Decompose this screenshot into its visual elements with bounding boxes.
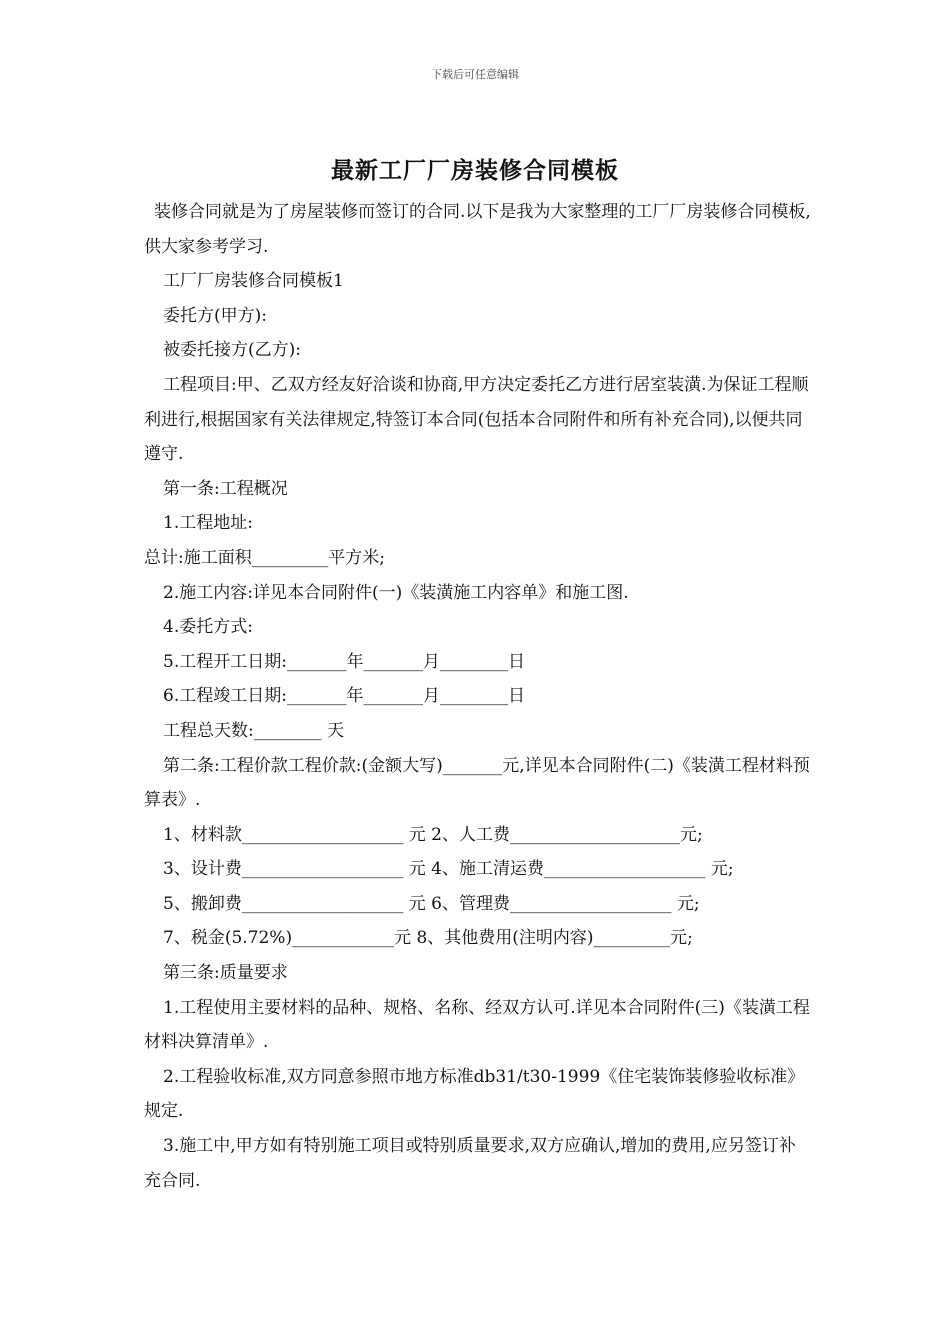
quality-item: 2.工程验收标准,双方同意参照市地方标准db31/t30-1999《住宅装饰装修验收标准》规定. (144, 1066, 805, 1122)
project-paragraph: 工程项目:甲、乙双方经友好洽谈和协商,甲方决定委托乙方进行居室装潢.为保证工程顺利进行,根据国家有关法律规定,特签订本合同(包括本合同附件和所有补充合同),以便共同遵守. (144, 374, 809, 465)
article-3-heading: 第三条:质量要求 (163, 963, 288, 984)
completion-date: 6.工程竣工日期:_______年_______月________日 (163, 686, 525, 707)
page-header: 下载后可任意编辑 (431, 68, 519, 81)
quality-item: 3.施工中,甲方如有特别施工项目或特别质量要求,双方应确认,增加的费用,应另签订补充合同. (144, 1136, 796, 1191)
document-body (144, 195, 812, 1198)
construction-content: 2.施工内容:详见本合同附件(一)《装潢施工内容单》和施工图. (163, 582, 629, 603)
article-1-heading: 第一条:工程概况 (163, 478, 288, 499)
intro-paragraph: 装修合同就是为了房屋装修而签订的合同.以下是我为大家整理的工厂厂房装修合同模板,供大家参考学习. (144, 202, 811, 257)
total-days: 工程总天数:________ 天 (163, 720, 345, 741)
commission-method: 4.委托方式: (163, 617, 253, 638)
party-b-line: 被委托接方(乙方): (163, 340, 301, 361)
quality-item: 1.工程使用主要材料的品种、规格、名称、经双方认可.详见本合同附件(三)《装潢工程材料决算清单》. (144, 997, 810, 1053)
start-date: 5.工程开工日期:_______年_______月________日 (163, 651, 525, 672)
fee-line: 1、材料款___________________ 元 2、人工费____________________元; (163, 824, 703, 845)
article-2-paragraph: 第二条:工程价款工程价款:(金额大写)_______元,详见本合同附件(二)《装潢工程材料预算表》. (144, 755, 810, 811)
project-address: 1.工程地址: (163, 513, 253, 534)
fee-line: 7、税金(5.72%)____________元 8、其他费用(注明内容)_________元; (163, 928, 693, 949)
party-a-line: 委托方(甲方): (163, 305, 267, 326)
template-heading: 工厂厂房装修合同模板1 (163, 271, 344, 292)
fee-line: 3、设计费___________________ 元 4、施工清运费___________________ 元; (163, 859, 734, 880)
document-title: 最新工厂厂房装修合同模板 (331, 157, 619, 184)
fee-line: 5、搬卸费___________________ 元 6、管理费___________________ 元; (163, 893, 700, 914)
construction-area: 总计:施工面积_________平方米; (144, 547, 385, 568)
